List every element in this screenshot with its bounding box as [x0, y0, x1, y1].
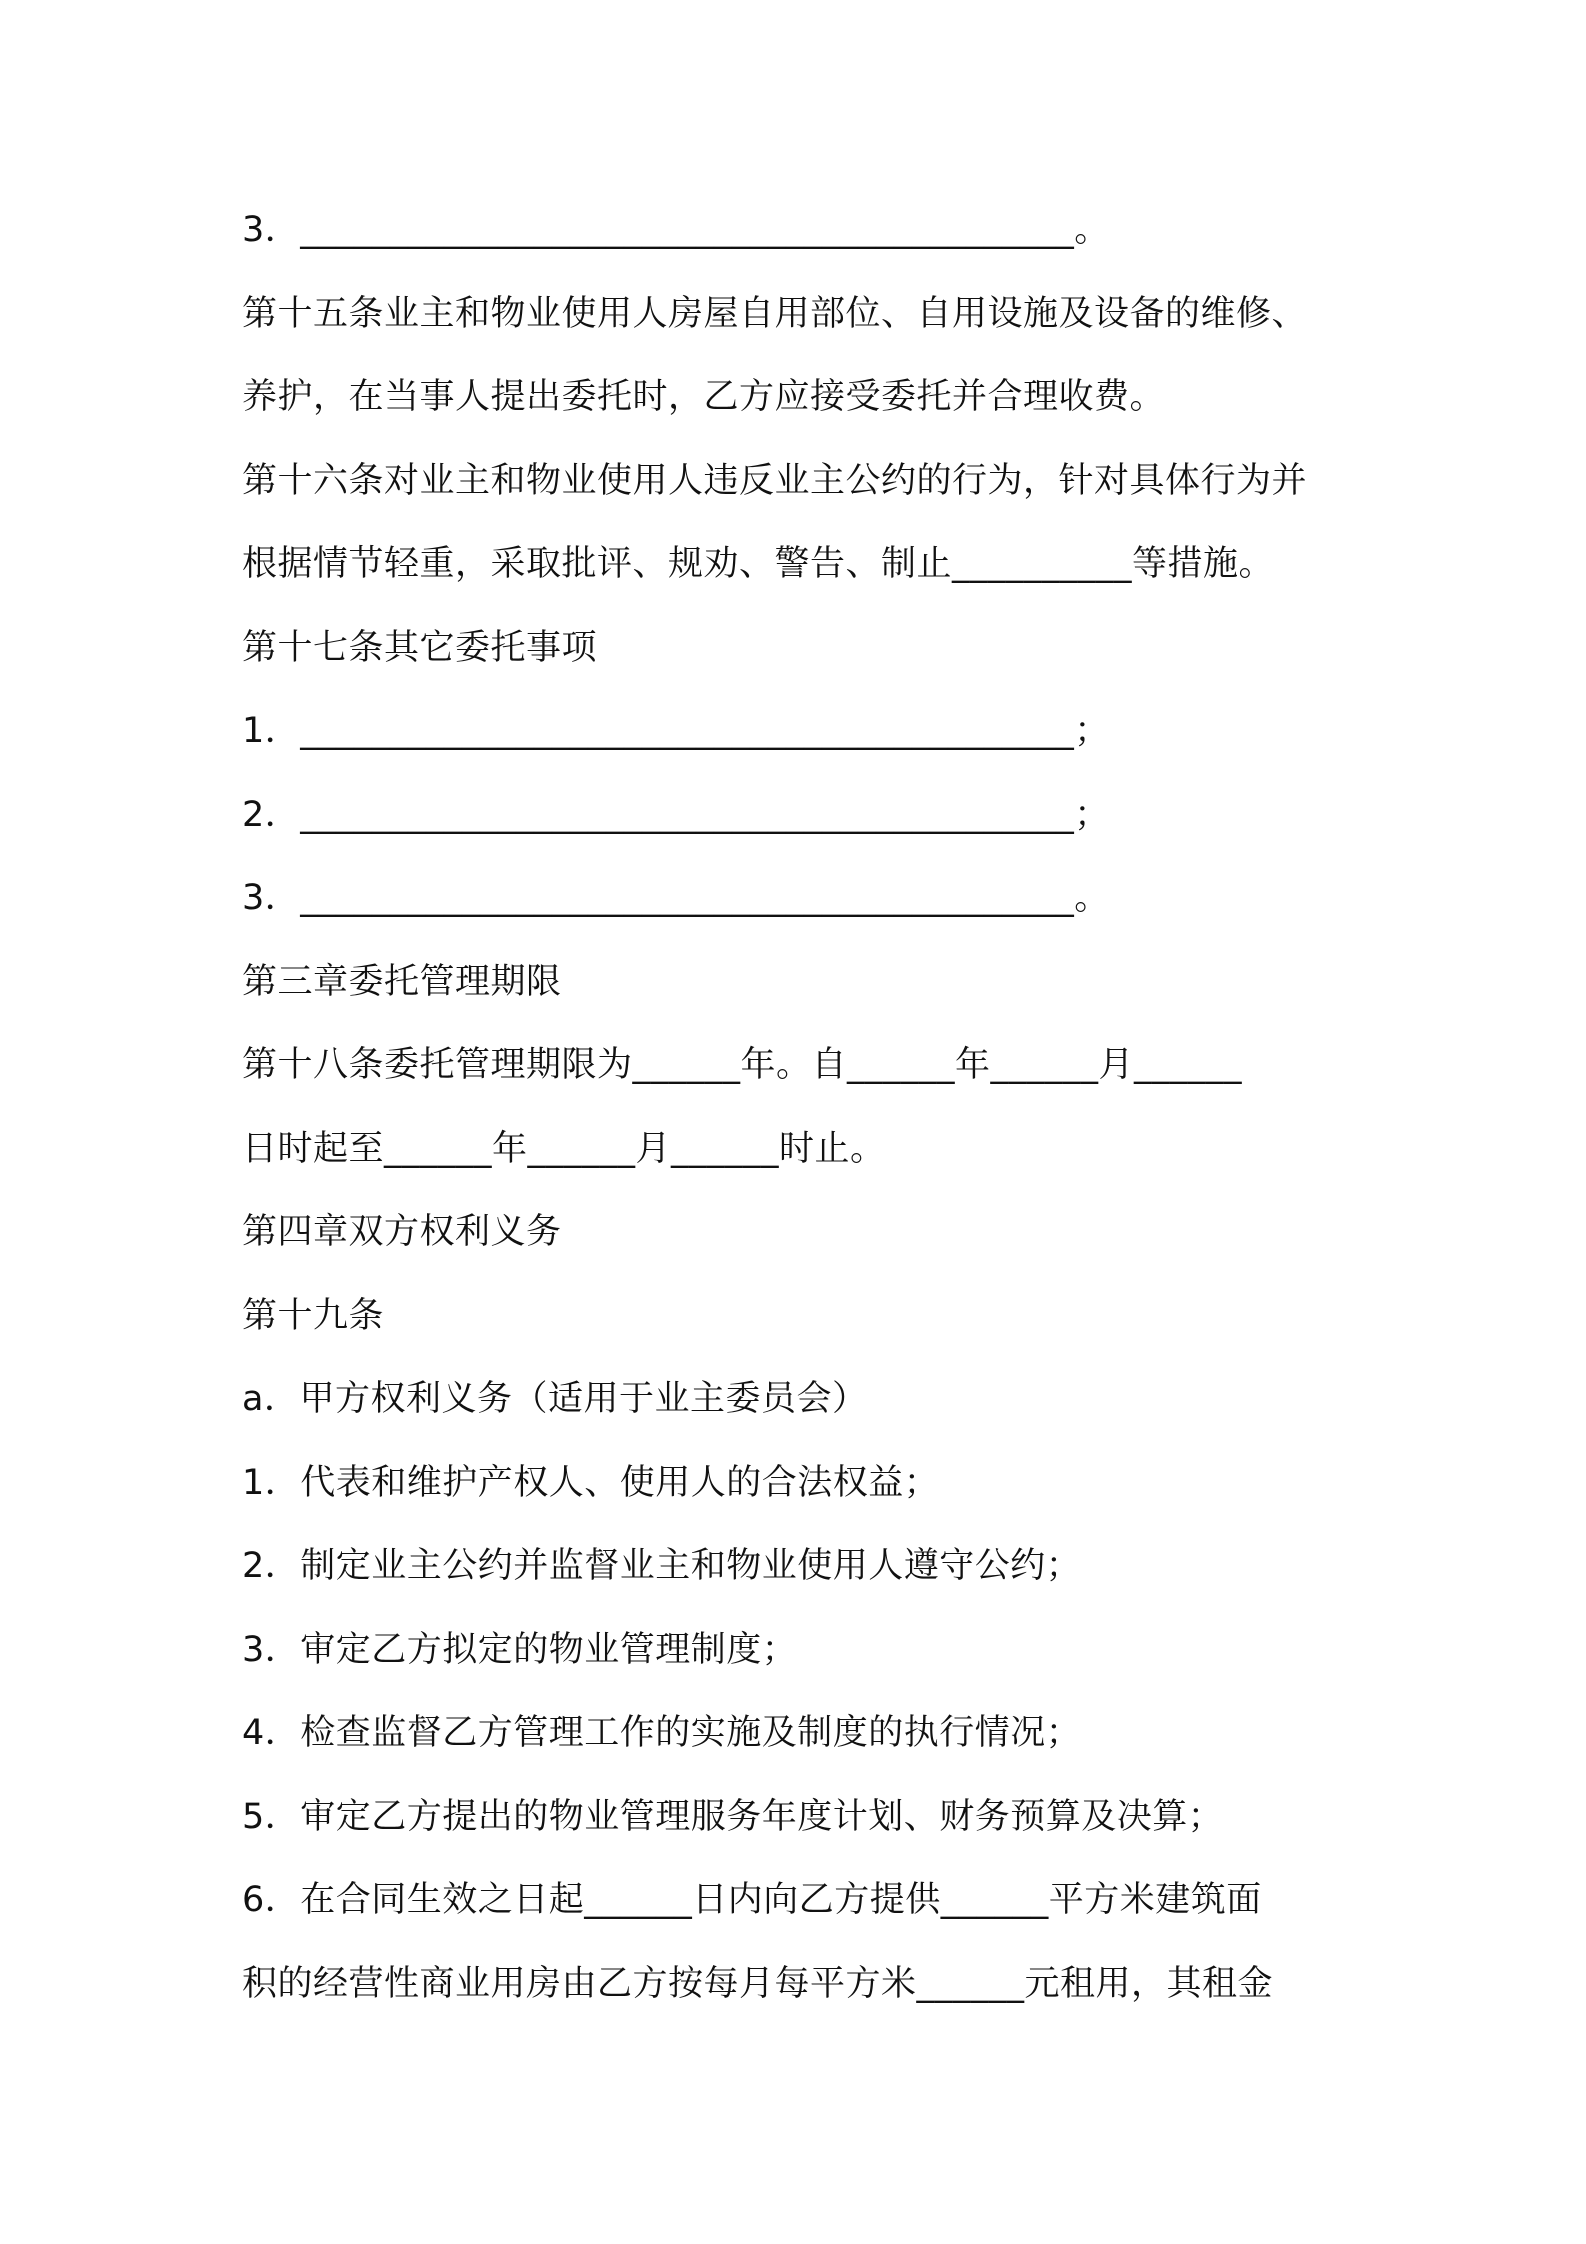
- list-item-3-blank-end: 3．___________________________________________。: [242, 210, 1110, 250]
- article-18-line-1: 第十八条委托管理期限为______年。自______年______月______: [242, 1045, 1243, 1085]
- party-a-item-1: 1．代表和维护产权人、使用人的合法权益；: [242, 1462, 940, 1503]
- chapter-3-heading: 第三章委托管理期限: [242, 961, 562, 1002]
- article-16-line-2: 根据情节轻重，采取批评、规劝、警告、制止__________等措施。: [242, 544, 1275, 584]
- article-17-item-2: 2．___________________________________________；: [242, 794, 1110, 835]
- chapter-4-heading: 第四章双方权利义务: [242, 1212, 562, 1252]
- article-16-line-1: 第十六条对业主和物业使用人违反业主公约的行为，针对具体行为并: [242, 460, 1308, 501]
- article-18-line-2: 日时起至______年______月______时止。: [242, 1128, 886, 1169]
- party-a-item-6-line-1: 6．在合同生效之日起______日内向乙方提供______平方米建筑面: [242, 1880, 1262, 1920]
- party-a-item-6-line-2: 积的经营性商业用房由乙方按每月每平方米______元租用，其租金: [242, 1963, 1274, 2004]
- article-17-item-3: 3．___________________________________________。: [242, 878, 1110, 918]
- article-15-line-1: 第十五条业主和物业使用人房屋自用部位、自用设施及设备的维修、: [242, 293, 1308, 334]
- party-a-item-3: 3．审定乙方拟定的物业管理制度；: [242, 1629, 798, 1670]
- article-17-heading: 第十七条其它委托事项: [242, 627, 598, 668]
- party-a-rights-heading: a．甲方权利义务（适用于业主委员会）: [242, 1379, 868, 1419]
- party-a-item-2: 2．制定业主公约并监督业主和物业使用人遵守公约；: [242, 1546, 1082, 1586]
- article-15-line-2: 养护，在当事人提出委托时，乙方应接受委托并合理收费。: [242, 377, 1166, 417]
- document-body: [242, 198, 1362, 2035]
- article-17-item-1: 1．___________________________________________；: [242, 711, 1110, 751]
- article-19-heading: 第十九条: [242, 1295, 385, 1336]
- party-a-item-4: 4．检查监督乙方管理工作的实施及制度的执行情况；: [242, 1713, 1082, 1753]
- party-a-item-5: 5．审定乙方提出的物业管理服务年度计划、财务预算及决算；: [242, 1796, 1224, 1837]
